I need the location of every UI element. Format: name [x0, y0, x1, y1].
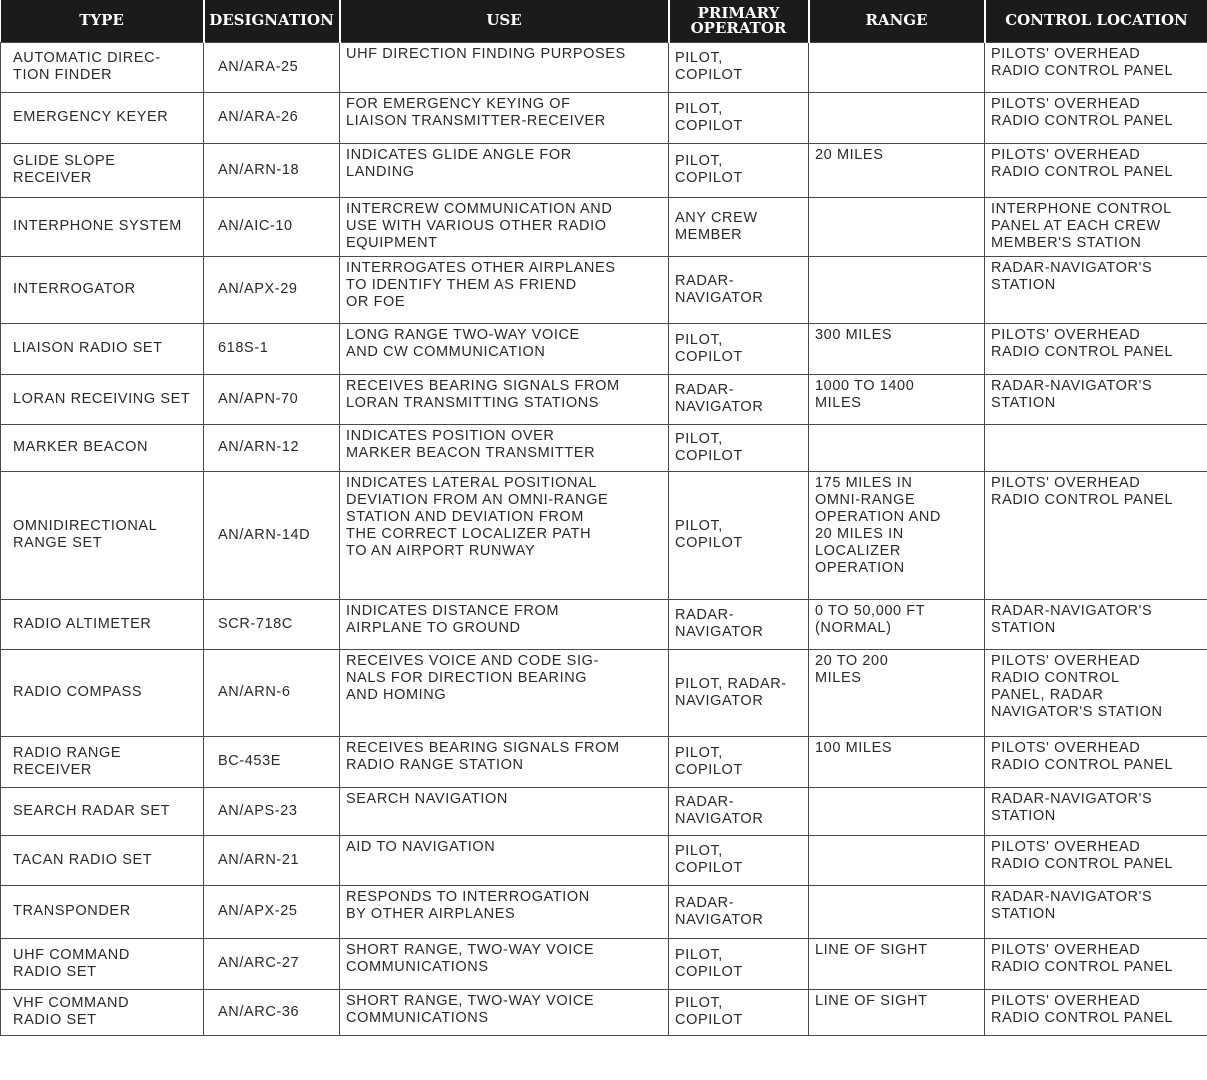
- cell-control-location: PILOTS' OVERHEAD RADIO CONTROL PANEL: [985, 835, 1207, 885]
- cell-use: INDICATES LATERAL POSITIONAL DEVIATION FROM AN OMNI-RANGE STATION AND DEVIATION FROM THE CORRECT LOCALIZER PATH TO AN AIRPORT RUNWAY: [340, 471, 669, 599]
- cell-designation: AN/APS-23: [204, 787, 340, 835]
- cell-type: GLIDE SLOPE RECEIVER: [1, 143, 204, 197]
- cell-control-location: PILOTS' OVERHEAD RADIO CONTROL PANEL: [985, 938, 1207, 989]
- cell-type: UHF COMMAND RADIO SET: [1, 938, 204, 989]
- cell-type: VHF COMMAND RADIO SET: [1, 989, 204, 1035]
- cell-operator: PILOT, COPILOT: [669, 835, 809, 885]
- cell-operator: RADAR- NAVIGATOR: [669, 256, 809, 323]
- cell-use: SHORT RANGE, TWO-WAY VOICE COMMUNICATIONS: [340, 938, 669, 989]
- cell-use: RECEIVES BEARING SIGNALS FROM RADIO RANGE STATION: [340, 736, 669, 787]
- cell-control-location: PILOTS' OVERHEAD RADIO CONTROL PANEL: [985, 143, 1207, 197]
- cell-operator: PILOT, COPILOT: [669, 424, 809, 471]
- cell-operator: PILOT, COPILOT: [669, 323, 809, 374]
- cell-range: [809, 787, 985, 835]
- cell-designation: AN/ARN-21: [204, 835, 340, 885]
- cell-type: LORAN RECEIVING SET: [1, 374, 204, 424]
- cell-designation: AN/ARN-6: [204, 649, 340, 736]
- table-row: [1, 885, 1207, 938]
- cell-designation: AN/ARN-12: [204, 424, 340, 471]
- cell-operator: RADAR- NAVIGATOR: [669, 599, 809, 649]
- cell-range: [809, 424, 985, 471]
- cell-designation: AN/AIC-10: [204, 197, 340, 256]
- table-row: [1, 143, 1207, 197]
- cell-range: 0 TO 50,000 FT (NORMAL): [809, 599, 985, 649]
- cell-range: 175 MILES IN OMNI-RANGE OPERATION AND 20 MILES IN LOCALIZER OPERATION: [809, 471, 985, 599]
- cell-control-location: RADAR-NAVIGATOR'S STATION: [985, 787, 1207, 835]
- table-row: [1, 599, 1207, 649]
- cell-operator: RADAR- NAVIGATOR: [669, 885, 809, 938]
- cell-type: SEARCH RADAR SET: [1, 787, 204, 835]
- table-row: [1, 471, 1207, 599]
- cell-range: 100 MILES: [809, 736, 985, 787]
- cell-control-location: PILOTS' OVERHEAD RADIO CONTROL PANEL: [985, 42, 1207, 92]
- cell-range: [809, 42, 985, 92]
- table-row: [1, 736, 1207, 787]
- cell-operator: RADAR- NAVIGATOR: [669, 374, 809, 424]
- cell-use: FOR EMERGENCY KEYING OF LIAISON TRANSMITTER-RECEIVER: [340, 92, 669, 143]
- cell-use: SEARCH NAVIGATION: [340, 787, 669, 835]
- header-designation: DESIGNATION: [204, 0, 340, 42]
- cell-designation: AN/ARN-14D: [204, 471, 340, 599]
- cell-type: MARKER BEACON: [1, 424, 204, 471]
- cell-designation: AN/APX-25: [204, 885, 340, 938]
- cell-type: OMNIDIRECTIONAL RANGE SET: [1, 471, 204, 599]
- table-row: [1, 256, 1207, 323]
- cell-type: TACAN RADIO SET: [1, 835, 204, 885]
- cell-control-location: PILOTS' OVERHEAD RADIO CONTROL PANEL: [985, 989, 1207, 1035]
- cell-range: [809, 92, 985, 143]
- table-row: [1, 374, 1207, 424]
- table-body: [1, 42, 1207, 1035]
- cell-range: [809, 197, 985, 256]
- cell-operator: PILOT, COPILOT: [669, 92, 809, 143]
- cell-range: 20 MILES: [809, 143, 985, 197]
- cell-use: RECEIVES BEARING SIGNALS FROM LORAN TRANSMITTING STATIONS: [340, 374, 669, 424]
- cell-designation: AN/ARA-25: [204, 42, 340, 92]
- cell-control-location: PILOTS' OVERHEAD RADIO CONTROL PANEL: [985, 736, 1207, 787]
- cell-use: UHF DIRECTION FINDING PURPOSES: [340, 42, 669, 92]
- cell-control-location: RADAR-NAVIGATOR'S STATION: [985, 256, 1207, 323]
- cell-operator: PILOT, RADAR- NAVIGATOR: [669, 649, 809, 736]
- cell-use: INTERCREW COMMUNICATION AND USE WITH VARIOUS OTHER RADIO EQUIPMENT: [340, 197, 669, 256]
- header-type: TYPE: [1, 0, 204, 42]
- cell-designation: BC-453E: [204, 736, 340, 787]
- cell-control-location: RADAR-NAVIGATOR'S STATION: [985, 374, 1207, 424]
- table-row: [1, 649, 1207, 736]
- cell-operator: ANY CREW MEMBER: [669, 197, 809, 256]
- table-row: [1, 92, 1207, 143]
- cell-use: INDICATES DISTANCE FROM AIRPLANE TO GROUND: [340, 599, 669, 649]
- cell-operator: PILOT, COPILOT: [669, 989, 809, 1035]
- cell-designation: 618S-1: [204, 323, 340, 374]
- table-row: [1, 424, 1207, 471]
- header-control-location: CONTROL LOCATION: [985, 0, 1207, 42]
- cell-range: LINE OF SIGHT: [809, 938, 985, 989]
- cell-use: AID TO NAVIGATION: [340, 835, 669, 885]
- cell-range: 20 TO 200 MILES: [809, 649, 985, 736]
- table-row: [1, 938, 1207, 989]
- cell-control-location: PILOTS' OVERHEAD RADIO CONTROL PANEL: [985, 471, 1207, 599]
- cell-use: INDICATES GLIDE ANGLE FOR LANDING: [340, 143, 669, 197]
- table-row: [1, 197, 1207, 256]
- cell-control-location: RADAR-NAVIGATOR'S STATION: [985, 599, 1207, 649]
- table-row: [1, 989, 1207, 1035]
- cell-range: [809, 835, 985, 885]
- table-row: [1, 787, 1207, 835]
- table-row: [1, 835, 1207, 885]
- cell-control-location: INTERPHONE CONTROL PANEL AT EACH CREW MEMBER'S STATION: [985, 197, 1207, 256]
- cell-control-location: PILOTS' OVERHEAD RADIO CONTROL PANEL, RADAR NAVIGATOR'S STATION: [985, 649, 1207, 736]
- cell-type: INTERROGATOR: [1, 256, 204, 323]
- cell-control-location: PILOTS' OVERHEAD RADIO CONTROL PANEL: [985, 92, 1207, 143]
- cell-operator: PILOT, COPILOT: [669, 938, 809, 989]
- header-use: USE: [340, 0, 669, 42]
- cell-use: INTERROGATES OTHER AIRPLANES TO IDENTIFY THEM AS FRIEND OR FOE: [340, 256, 669, 323]
- cell-type: EMERGENCY KEYER: [1, 92, 204, 143]
- table-header: [1, 0, 1207, 42]
- cell-designation: AN/ARC-36: [204, 989, 340, 1035]
- cell-type: LIAISON RADIO SET: [1, 323, 204, 374]
- cell-designation: AN/ARN-18: [204, 143, 340, 197]
- cell-type: INTERPHONE SYSTEM: [1, 197, 204, 256]
- header-range: RANGE: [809, 0, 985, 42]
- cell-type: AUTOMATIC DIREC- TION FINDER: [1, 42, 204, 92]
- cell-type: RADIO RANGE RECEIVER: [1, 736, 204, 787]
- cell-range: 1000 TO 1400 MILES: [809, 374, 985, 424]
- cell-type: RADIO COMPASS: [1, 649, 204, 736]
- table-row: [1, 323, 1207, 374]
- header-primary-operator: PRIMARY OPERATOR: [669, 0, 809, 42]
- cell-operator: PILOT, COPILOT: [669, 143, 809, 197]
- cell-control-location: [985, 424, 1207, 471]
- cell-designation: AN/ARC-27: [204, 938, 340, 989]
- cell-range: LINE OF SIGHT: [809, 989, 985, 1035]
- cell-operator: PILOT, COPILOT: [669, 736, 809, 787]
- cell-type: RADIO ALTIMETER: [1, 599, 204, 649]
- cell-operator: RADAR- NAVIGATOR: [669, 787, 809, 835]
- cell-designation: AN/APX-29: [204, 256, 340, 323]
- cell-designation: AN/ARA-26: [204, 92, 340, 143]
- cell-operator: PILOT, COPILOT: [669, 471, 809, 599]
- cell-designation: AN/APN-70: [204, 374, 340, 424]
- cell-designation: SCR-718C: [204, 599, 340, 649]
- cell-use: RESPONDS TO INTERROGATION BY OTHER AIRPLANES: [340, 885, 669, 938]
- cell-type: TRANSPONDER: [1, 885, 204, 938]
- cell-use: SHORT RANGE, TWO-WAY VOICE COMMUNICATIONS: [340, 989, 669, 1035]
- table-row: [1, 42, 1207, 92]
- cell-use: RECEIVES VOICE AND CODE SIG- NALS FOR DIRECTION BEARING AND HOMING: [340, 649, 669, 736]
- cell-operator: PILOT, COPILOT: [669, 42, 809, 92]
- cell-range: [809, 885, 985, 938]
- header-row: [1, 0, 1207, 42]
- cell-use: LONG RANGE TWO-WAY VOICE AND CW COMMUNICATION: [340, 323, 669, 374]
- cell-control-location: RADAR-NAVIGATOR'S STATION: [985, 885, 1207, 938]
- cell-control-location: PILOTS' OVERHEAD RADIO CONTROL PANEL: [985, 323, 1207, 374]
- cell-use: INDICATES POSITION OVER MARKER BEACON TRANSMITTER: [340, 424, 669, 471]
- cell-range: 300 MILES: [809, 323, 985, 374]
- cell-range: [809, 256, 985, 323]
